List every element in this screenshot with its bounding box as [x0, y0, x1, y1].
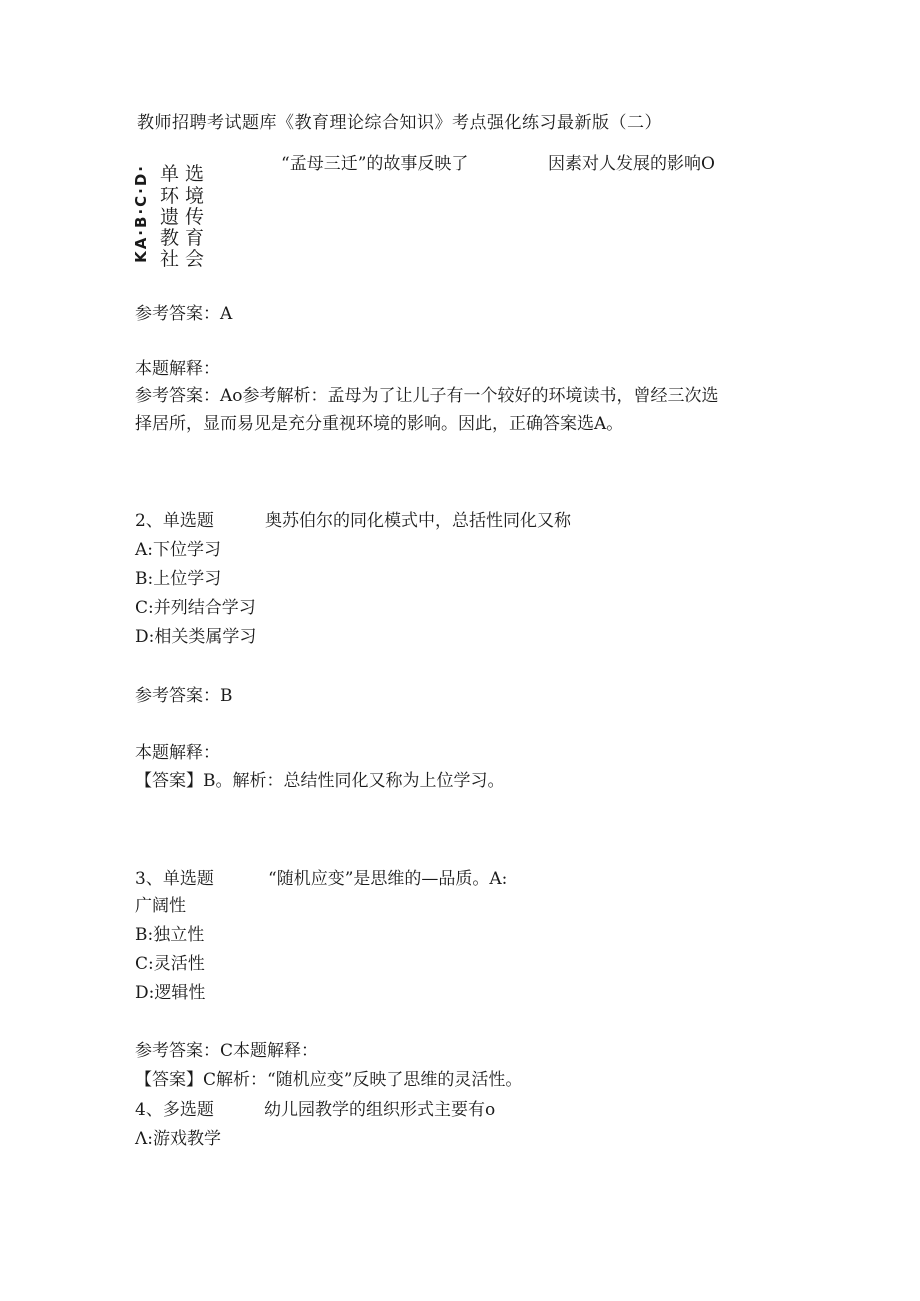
question-3-option-b: B:独立性 [135, 925, 205, 945]
question-2-number-type: 2、单选题 [135, 511, 214, 531]
question-1-type: 单选 [160, 163, 211, 185]
question-4-stem: 幼儿园教学的组织形式主要有o [264, 1100, 496, 1120]
question-2-option-c: C:并列结合学习 [135, 598, 256, 618]
question-1-option-d: 社会 [160, 248, 211, 270]
question-3-option-d: D:逻辑性 [135, 983, 206, 1003]
question-2-option-d: D:相关类属学习 [135, 627, 257, 647]
question-2-option-a: A:下位学习 [135, 540, 222, 560]
question-3-answer-explain-label: 参考答案：C本题解释： [135, 1041, 319, 1061]
question-1-explain-line1: 参考答案：Ao参考解析：孟母为了让儿子有一个较好的环境读书，曾经三次选 [135, 386, 719, 406]
question-1-explain-label: 本题解释： [135, 359, 220, 379]
question-2-stem: 奥苏伯尔的同化模式中，总括性同化又称 [265, 511, 571, 531]
question-1-explain-line2: 择居所，显而易见是充分重视环境的影响。因此，正确答案选A。 [135, 414, 624, 434]
question-3-option-a-cont: 广阔性 [135, 896, 186, 916]
question-1-option-c: 教育 [160, 227, 211, 249]
question-3-explain: 【答案】C解析：“随机应变”反映了思维的灵活性。 [135, 1070, 523, 1090]
question-1-answer: 参考答案：A [135, 304, 233, 324]
question-2-option-b: B:上位学习 [135, 569, 222, 589]
question-1-stem-part2: 因素对人发展的影响O [548, 154, 715, 174]
document-title: 教师招聘考试题库《教育理论综合知识》考点强化练习最新版（二） [137, 113, 662, 133]
question-2-explain-label: 本题解释： [135, 743, 220, 763]
question-3-option-c: C:灵活性 [135, 954, 205, 974]
question-1-option-a: 环境 [160, 185, 211, 207]
question-3-number-type: 3、单选题 [135, 869, 214, 889]
question-1-vertical-labels: KA·B·C·D· [132, 164, 150, 263]
question-2-explain: 【答案】B。解析：总结性同化又称为上位学习。 [135, 771, 505, 791]
question-1-option-b: 遗传 [160, 206, 211, 228]
question-3-stem: “随机应变”是思维的—品质。A: [268, 869, 508, 889]
question-2-answer: 参考答案：B [135, 686, 233, 706]
question-4-number-type: 4、多选题 [135, 1100, 214, 1120]
question-1-stem-part1: “孟母三迁”的故事反映了 [281, 154, 469, 174]
question-4-option-a: Λ:游戏教学 [135, 1129, 222, 1149]
